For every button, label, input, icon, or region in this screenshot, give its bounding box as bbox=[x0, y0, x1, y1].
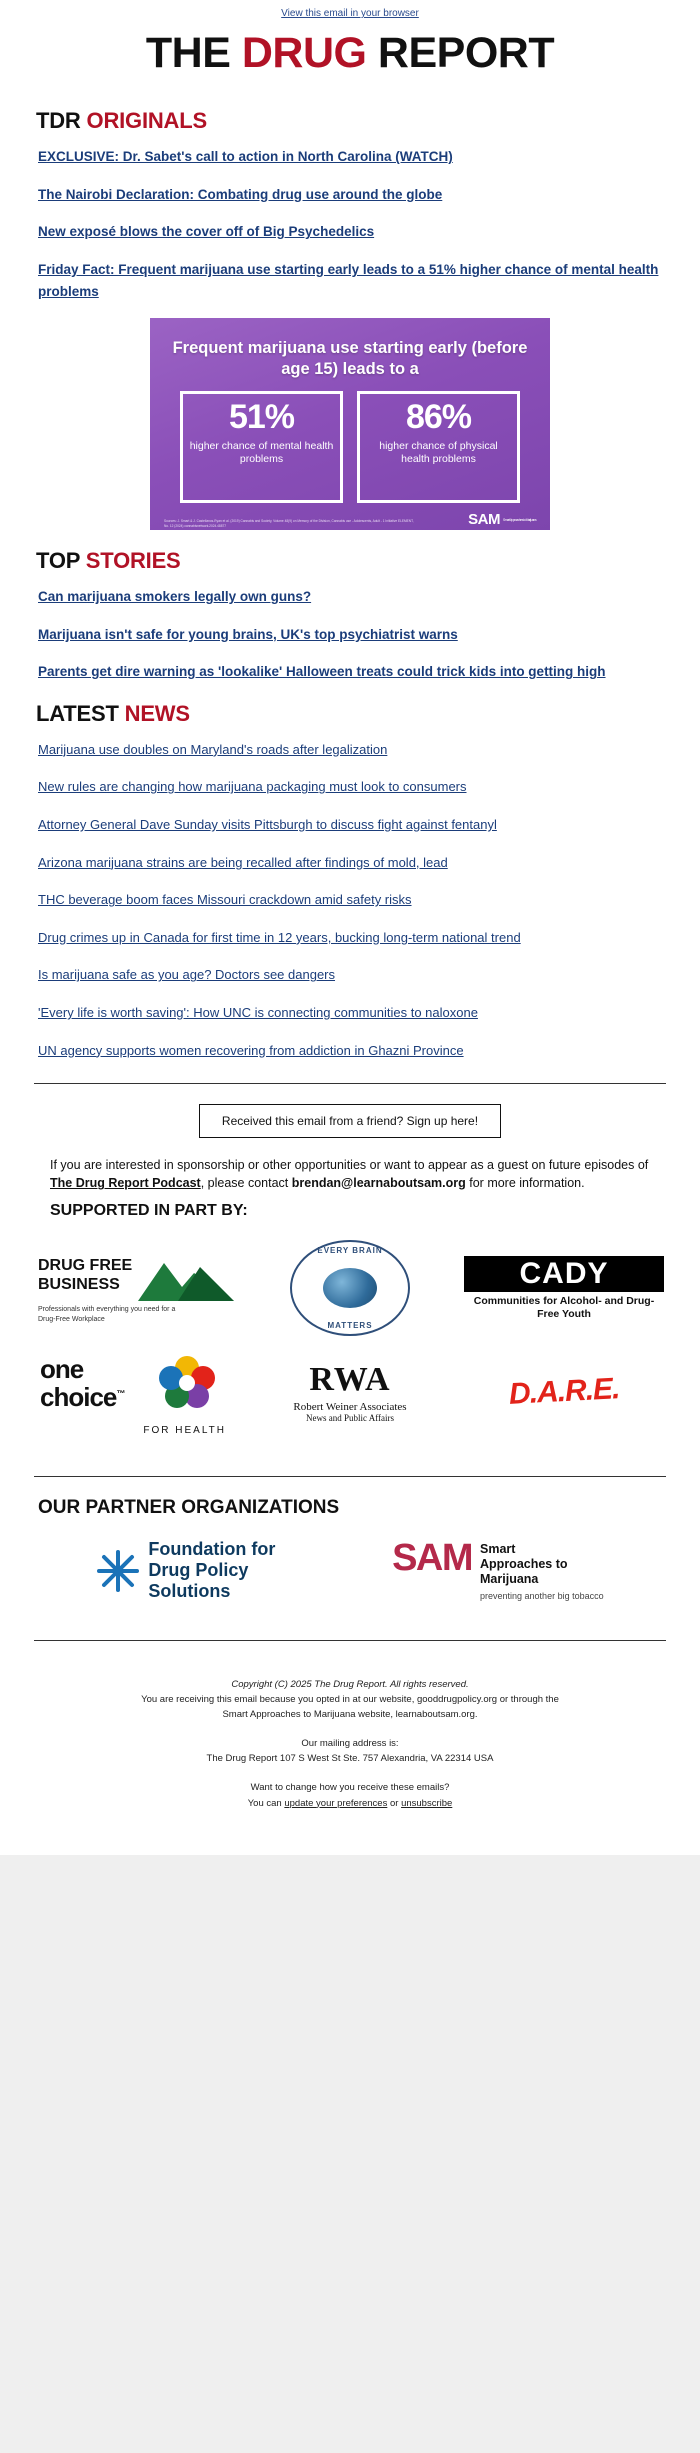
every-brain-matters-logo bbox=[290, 1240, 410, 1336]
preferences-question: Want to change how you receive these emails? bbox=[250, 1782, 450, 1794]
sam-line3: Marijuana bbox=[480, 1571, 539, 1586]
list-item bbox=[38, 1002, 662, 1024]
copyright-text: Copyright (C) 2025 The Drug Report. All rights reserved. bbox=[231, 1678, 469, 1690]
list-item bbox=[38, 661, 662, 683]
one-choice-word2: choice™ bbox=[40, 1382, 125, 1413]
article-link[interactable]: Marijuana isn't safe for young brains, UK's top psychiatrist warns bbox=[38, 626, 458, 642]
one-choice-logo bbox=[36, 1346, 236, 1438]
sponsor-logo-grid bbox=[24, 1230, 676, 1454]
hero-source-note: Sources: J. Smart & J. Castellanos-Ryan et al. (2019) Cannabis and Society, Volume 48(9) on Memory of the Division, Cannabis use - Adolescents, Adult - 1 Initiative ELEMENT, No. 12 (2024) cannabisnetwork.2024.48877 bbox=[164, 518, 414, 528]
title-part1: THE bbox=[145, 29, 242, 77]
list-item bbox=[38, 739, 662, 761]
hero-infographic[interactable] bbox=[150, 318, 550, 530]
article-link[interactable]: UN agency supports women recovering from addiction in Ghazni Province bbox=[38, 1042, 464, 1058]
article-link[interactable]: Arizona marijuana strains are being recalled after findings of mold, lead bbox=[38, 854, 448, 870]
mailing-address-label: Our mailing address is: bbox=[301, 1738, 399, 1750]
footer-address-block bbox=[64, 1736, 636, 1766]
fdps-line3: Solutions bbox=[148, 1580, 231, 1601]
article-link[interactable]: Friday Fact: Frequent marijuana use starting early leads to a 51% higher chance of mental health problems bbox=[38, 261, 659, 299]
flower-icon bbox=[156, 1352, 218, 1410]
sponsor-cell[interactable] bbox=[248, 1236, 452, 1340]
divider bbox=[34, 1640, 666, 1641]
article-link[interactable]: The Nairobi Declaration: Combating drug use around the globe bbox=[38, 186, 443, 202]
title-part2: REPORT bbox=[366, 29, 555, 77]
list-item bbox=[38, 146, 662, 168]
sponsor-cell[interactable] bbox=[248, 1340, 452, 1444]
section-heading-originals bbox=[36, 108, 676, 134]
foundation-drug-policy-solutions-logo[interactable] bbox=[96, 1539, 275, 1601]
prefs-pre-text: You can bbox=[247, 1797, 285, 1809]
masthead bbox=[24, 25, 676, 90]
hero-stat-card bbox=[180, 391, 343, 503]
list-item bbox=[38, 964, 662, 986]
article-link[interactable]: Attorney General Dave Sunday visits Pittsburgh to discuss fight against fentanyl bbox=[38, 817, 497, 833]
fdps-line1: Foundation for bbox=[148, 1539, 276, 1560]
page-tail bbox=[0, 1855, 700, 1917]
footer-copyright-block bbox=[64, 1677, 636, 1723]
divider bbox=[34, 1083, 666, 1084]
section-heading-latest-news bbox=[36, 701, 676, 727]
hero-stat-value: 86% bbox=[405, 398, 472, 437]
dfb-line1: DRUG FREE bbox=[38, 1257, 133, 1275]
sponsor-cell[interactable] bbox=[462, 1236, 666, 1340]
sam-tagline: preventing another big tobacco bbox=[480, 1590, 604, 1601]
email-body bbox=[0, 25, 700, 1855]
sponsor-cell[interactable] bbox=[462, 1340, 666, 1444]
sam-text-block bbox=[480, 1540, 604, 1602]
article-link[interactable]: Can marijuana smokers legally own guns? bbox=[38, 589, 312, 605]
section-heading-accent: ORIGINALS bbox=[86, 108, 207, 134]
robert-weiner-associates-logo bbox=[293, 1361, 406, 1423]
section-heading-main: TOP bbox=[36, 548, 86, 574]
cady-wordmark: CADY bbox=[464, 1256, 664, 1292]
hero-stat-label: higher chance of mental health problems bbox=[189, 440, 334, 466]
list-item bbox=[38, 586, 662, 608]
article-link[interactable]: Is marijuana safe as you age? Doctors see dangers bbox=[38, 967, 336, 983]
section-heading-main: TDR bbox=[36, 108, 87, 134]
trademark-symbol: ™ bbox=[116, 1388, 125, 1399]
dare-logo: D.A.R.E. bbox=[507, 1372, 620, 1412]
list-item bbox=[38, 852, 662, 874]
footer-reason-line2: Smart Approaches to Marijuana website, learnaboutsam.org. bbox=[222, 1708, 478, 1720]
section-heading-accent: STORIES bbox=[85, 548, 181, 574]
list-item bbox=[38, 1040, 662, 1062]
article-link[interactable]: New exposé blows the cover off of Big Psychedelics bbox=[38, 224, 375, 240]
preferences-line bbox=[64, 1796, 636, 1811]
title-accent: DRUG bbox=[241, 29, 367, 77]
page-title bbox=[24, 31, 676, 76]
article-link[interactable]: Drug crimes up in Canada for first time in 12 years, bucking long-term national trend bbox=[38, 929, 521, 945]
blurb-line1: If you are interested in sponsorship or other opportunities or want to appear as a guest on future episodes of bbox=[50, 1158, 649, 1173]
hero-stat-card bbox=[357, 391, 520, 503]
update-preferences-link[interactable]: update your preferences bbox=[284, 1797, 388, 1809]
list-item bbox=[38, 927, 662, 949]
hero-stat-cards bbox=[164, 391, 536, 503]
article-link[interactable]: New rules are changing how marijuana packaging must look to consumers bbox=[38, 779, 467, 795]
article-list-originals bbox=[24, 146, 676, 302]
hero-stat-label: higher chance of physical health problems bbox=[379, 440, 498, 466]
dfb-wordmark bbox=[38, 1257, 132, 1294]
article-link[interactable]: EXCLUSIVE: Dr. Sabet's call to action in North Carolina (WATCH) bbox=[38, 149, 453, 165]
sponsorship-blurb bbox=[24, 1156, 676, 1192]
partner-logo-row bbox=[24, 1533, 676, 1617]
brain-icon bbox=[323, 1268, 377, 1308]
list-item bbox=[38, 814, 662, 836]
cady-tagline: Communities for Alcohol- and Drug-Free Youth bbox=[473, 1294, 655, 1320]
sponsor-cell[interactable] bbox=[34, 1236, 238, 1340]
podcast-link[interactable]: The Drug Report Podcast bbox=[50, 1176, 201, 1191]
rwa-wordmark: RWA bbox=[309, 1361, 391, 1399]
mountain-icon bbox=[138, 1253, 234, 1301]
hero-footer bbox=[164, 511, 536, 528]
dfb-line2: BUSINESS bbox=[38, 1275, 120, 1293]
sam-logo-mark: SAM bbox=[468, 511, 500, 529]
view-in-browser-link[interactable]: View this email in your browser bbox=[281, 8, 419, 19]
signup-button[interactable]: Received this email from a friend? Sign up here! bbox=[199, 1104, 501, 1138]
rwa-tagline: News and Public Affairs bbox=[305, 1413, 395, 1424]
sam-line2: Approaches to bbox=[480, 1556, 568, 1571]
list-item bbox=[38, 184, 662, 206]
section-heading-accent: NEWS bbox=[124, 700, 190, 726]
section-heading-top-stories bbox=[36, 548, 676, 574]
ebm-bottom-text: MATTERS bbox=[327, 1321, 373, 1331]
rwa-org-name: Robert Weiner Associates bbox=[293, 1401, 407, 1414]
article-link[interactable]: THC beverage boom faces Missouri crackdown amid safety risks bbox=[38, 892, 412, 908]
section-heading-main: LATEST bbox=[36, 700, 125, 726]
mailing-address: The Drug Report 107 S West St Ste. 757 Alexandria, VA 22314 USA bbox=[206, 1753, 494, 1765]
starburst-icon bbox=[96, 1549, 140, 1593]
blurb-line2: , please contact bbox=[200, 1176, 292, 1191]
article-link[interactable]: Parents get dire warning as 'lookalike' Halloween treats could trick kids into getting high bbox=[38, 664, 606, 680]
fdps-line2: Drug Policy bbox=[148, 1560, 249, 1581]
footer-preferences-block bbox=[64, 1780, 636, 1810]
article-link[interactable]: 'Every life is worth saving': How UNC is connecting communities to naloxone bbox=[38, 1005, 478, 1021]
blurb-line3: for more information. bbox=[465, 1176, 585, 1191]
contact-email[interactable]: brendan@learnaboutsam.org bbox=[291, 1176, 466, 1191]
signup-cta-wrapper bbox=[24, 1104, 676, 1138]
list-item bbox=[38, 889, 662, 911]
list-item bbox=[38, 221, 662, 243]
divider bbox=[34, 1476, 666, 1477]
sam-line1: Smart bbox=[480, 1541, 516, 1556]
cady-logo bbox=[464, 1256, 664, 1321]
list-item bbox=[38, 776, 662, 798]
preheader bbox=[0, 0, 700, 25]
footer-reason-line1: You are receiving this email because you opted in at our website, gooddrugpolicy.org or through the bbox=[141, 1693, 559, 1705]
article-link[interactable]: Marijuana use doubles on Maryland's roads after legalization bbox=[38, 741, 388, 757]
one-choice-tagline: FOR HEALTH bbox=[143, 1425, 226, 1437]
prefs-mid-text: or bbox=[387, 1797, 402, 1809]
partner-organizations-heading: OUR PARTNER ORGANIZATIONS bbox=[38, 1497, 340, 1519]
one-choice-word1: one bbox=[40, 1354, 84, 1385]
list-item bbox=[38, 259, 662, 302]
drug-free-business-logo bbox=[38, 1249, 234, 1327]
hero-stat-value: 51% bbox=[228, 398, 295, 437]
article-list-latest-news bbox=[24, 739, 676, 1061]
sam-wordmark: SAM bbox=[392, 1536, 473, 1579]
sponsor-cell[interactable] bbox=[34, 1340, 238, 1444]
smart-approaches-to-marijuana-logo[interactable] bbox=[392, 1536, 604, 1602]
list-item bbox=[38, 624, 662, 646]
article-list-top-stories bbox=[24, 586, 676, 683]
sam-logo-sub: Smart Approaches to Marijuana bbox=[503, 517, 536, 522]
hero-title: Frequent marijuana use starting early (before age 15) leads to a bbox=[172, 339, 528, 378]
supported-by-heading: SUPPORTED IN PART BY: bbox=[50, 1202, 248, 1220]
sam-logo bbox=[468, 511, 536, 528]
fdps-wordmark bbox=[148, 1539, 275, 1601]
unsubscribe-link[interactable]: unsubscribe bbox=[401, 1797, 453, 1809]
ebm-top-text: EVERY BRAIN bbox=[317, 1246, 383, 1256]
dfb-tagline: Professionals with everything you need for a Drug-Free Workplace bbox=[38, 1306, 176, 1323]
email-footer bbox=[24, 1661, 676, 1855]
